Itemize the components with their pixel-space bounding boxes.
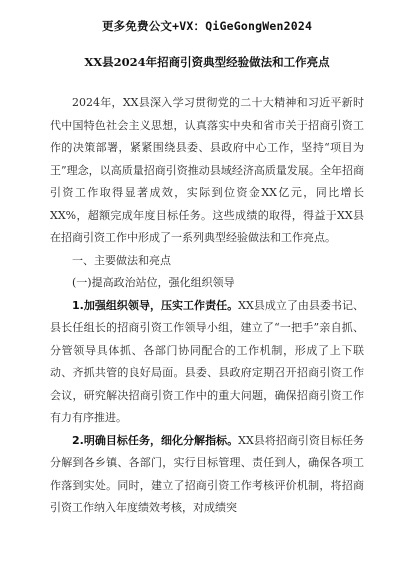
intro-paragraph: 2024年，XX县深入学习贯彻党的二十大精神和习近平新时代中国特色社会主义思想，认真落实中央和省市关于招商引资工作的决策部署，紧紧围绕县委、县政府中心工作，坚持“项目为王”理念，以高质量招商引资推动县域经济高质量发展。全年招商引资工作取得显著成效，实际到位资金XX亿元，同比增长XX%，超额完成年度目标任务。这些成绩的取得，得益于XX县在招商引资工作中形成了一系列典型经验做法和工作亮点。 — [50, 96, 364, 244]
item-paragraph-1 — [50, 295, 364, 430]
watermark-text: 更多免费公文+VX：QiGeGongWen2024 — [101, 19, 313, 33]
subsection-heading-1: (一)提高政治站位，强化组织领导 — [72, 276, 235, 289]
item-1-lead: 1.加强组织领导，压实工作责任。 — [72, 298, 239, 312]
item-2-lead: 2.明确目标任务，细化分解指标。 — [72, 433, 239, 447]
item-2-text: XX县将招商引资目标任务分解到各乡镇、各部门，实行目标管理、责任到人，确保各项工作落到实处。同时，建立了招商引资工作考核评价机制，将招商引资工作纳入年度绩效考核，对成绩突 — [50, 433, 364, 514]
item-1-text: XX县成立了由县委书记、县长任组长的招商引资工作领导小组，建立了“一把手”亲自抓、分管领导具体抓、各部门协同配合的工作机制，形成了上下联动、齐抓共管的良好局面。县委、县政府定期召开招商引资工作会议，研究解决招商引资工作中的重大问题，确保招商引资工作有力有序推进。 — [50, 298, 364, 424]
item-paragraph-2 — [50, 430, 364, 520]
section-heading-1: 一、主要做法和亮点 — [72, 253, 171, 267]
document-title: XX县2024年招商引资典型经验做法和工作亮点 — [84, 55, 330, 69]
